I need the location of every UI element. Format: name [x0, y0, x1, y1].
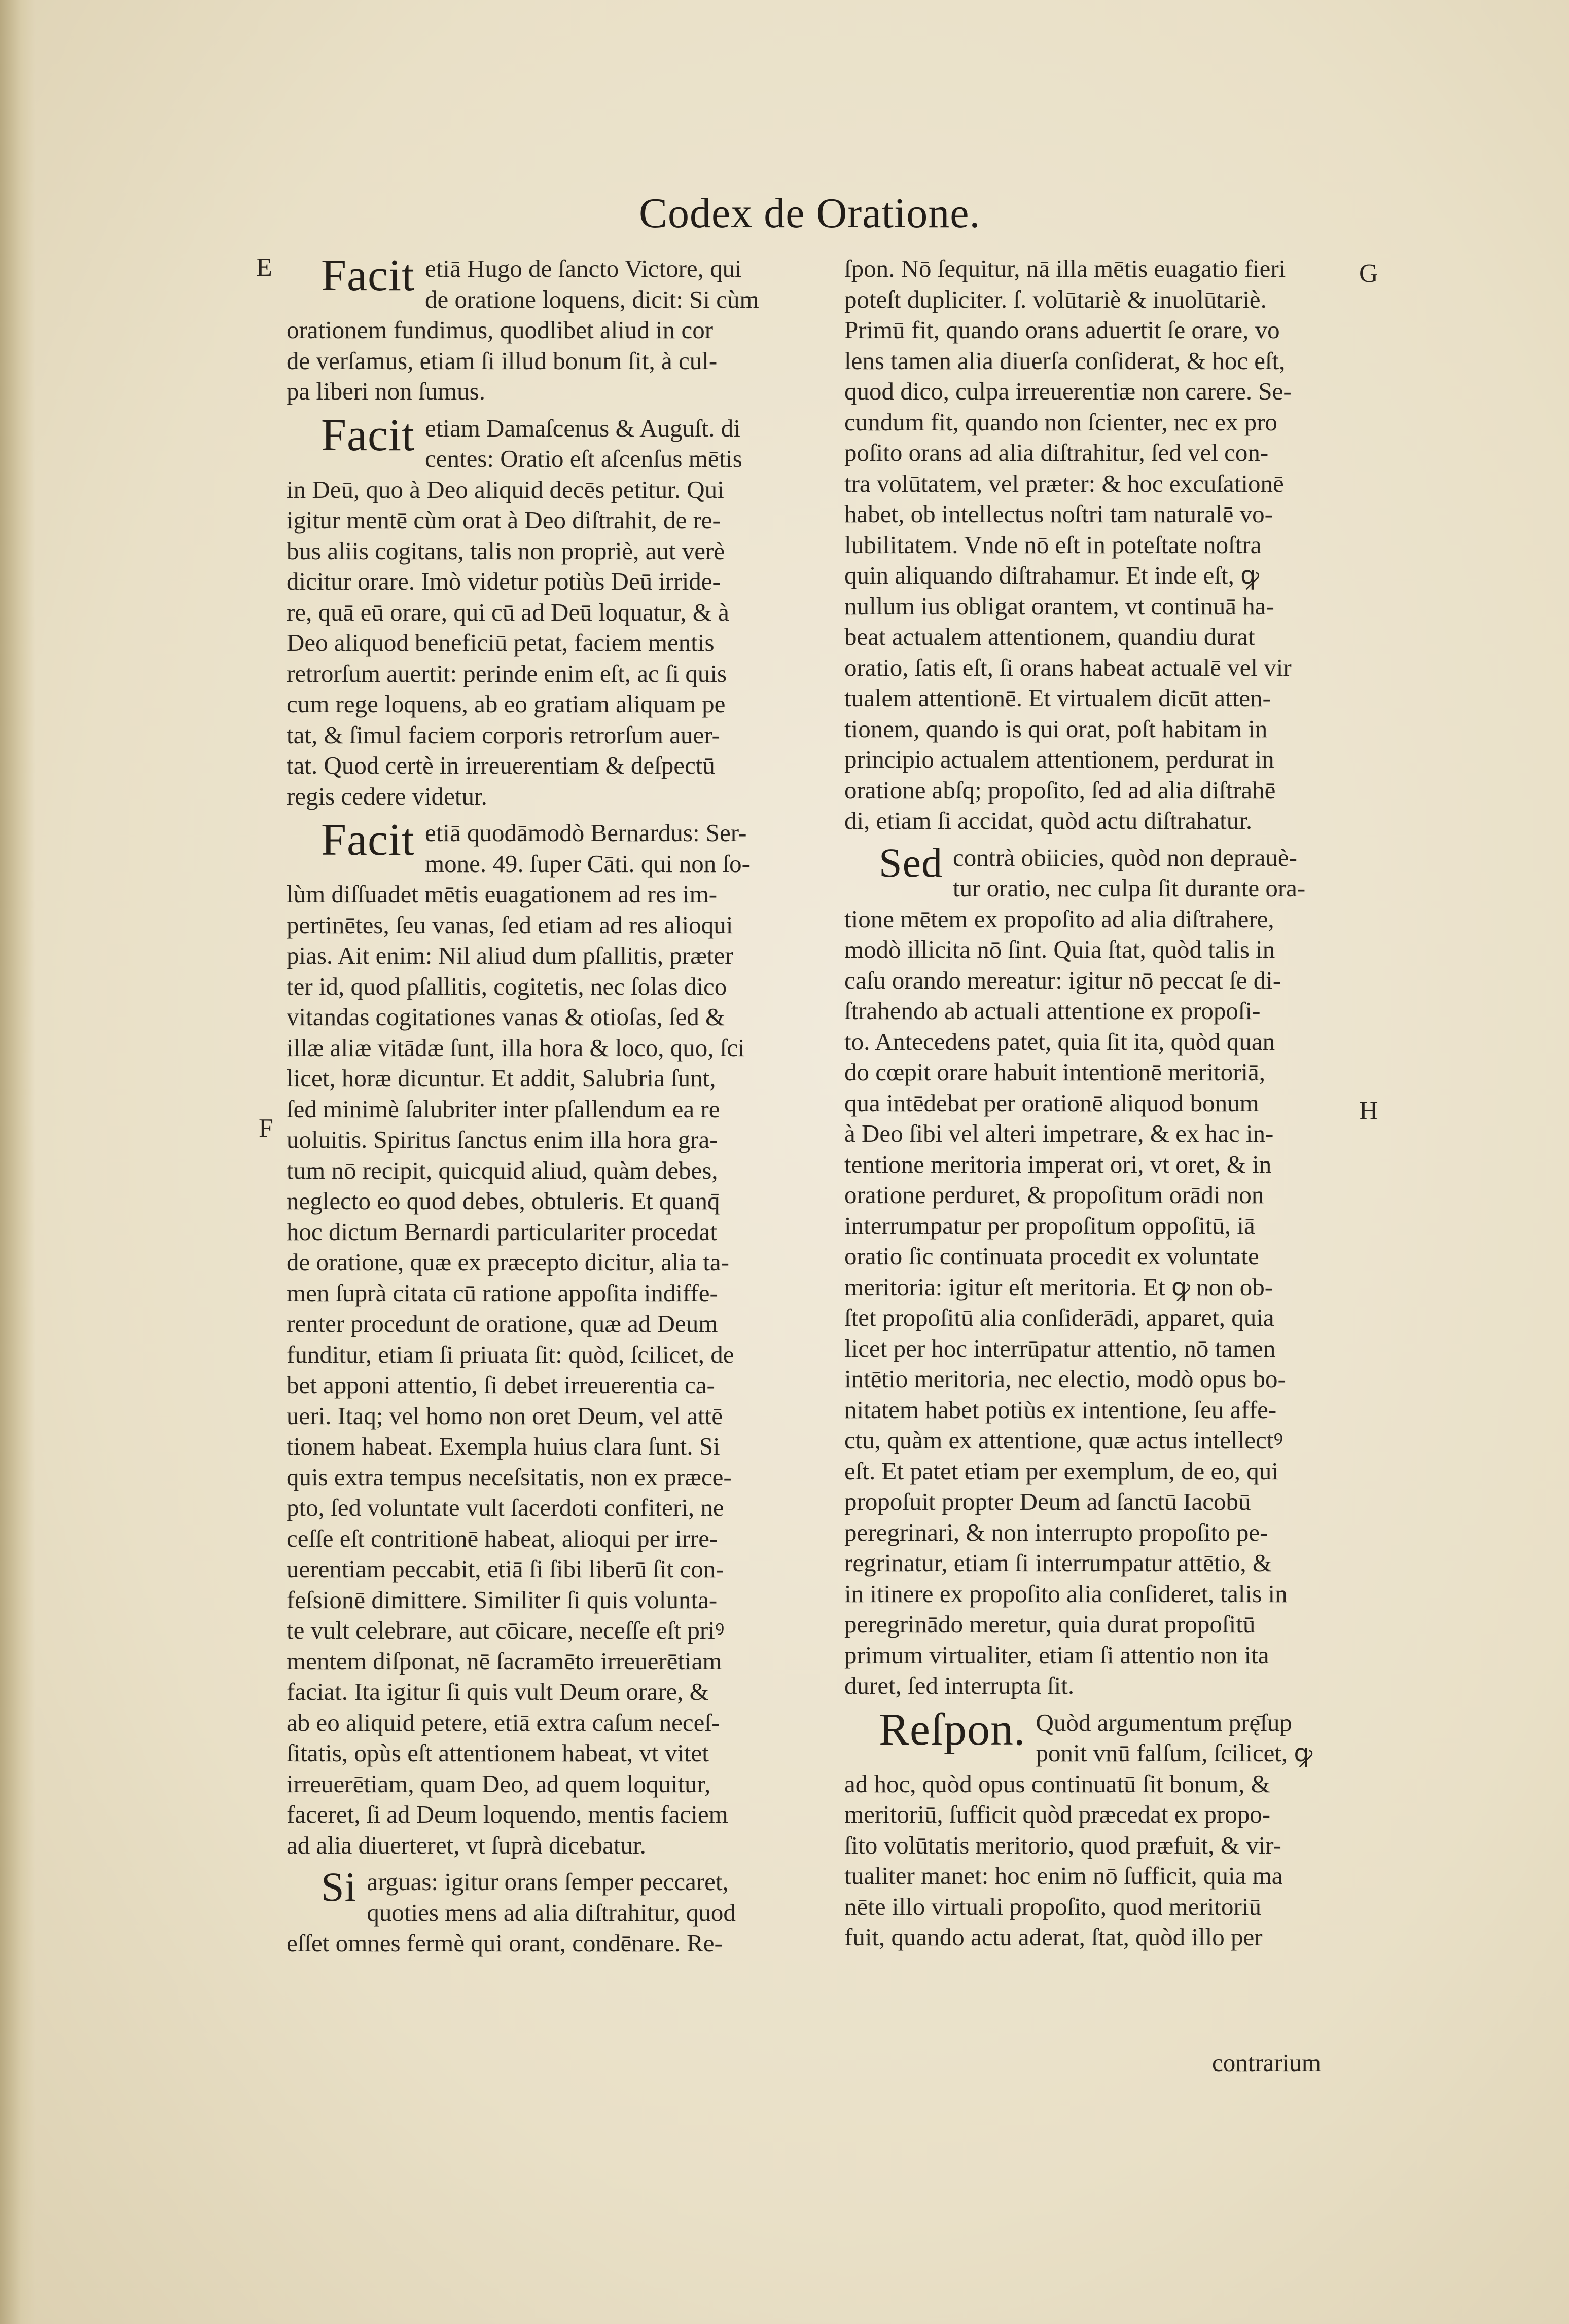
text-line: oratione perduret, & propoſitum orādi non	[844, 1181, 1264, 1209]
text-line: funditur, etiam ſi priuata ſit: quòd, ſcilicet, de	[287, 1340, 734, 1368]
text-line: illæ aliæ vitādæ ſunt, illa hora & loco, quo, ſci	[287, 1033, 745, 1062]
paragraph	[844, 253, 1397, 837]
text-line: dicitur orare. Imò videtur potiùs Deū irride-	[287, 567, 721, 595]
paragraph	[287, 815, 839, 1861]
text-line: de verſamus, etiam ſi illud bonum ſit, à cul-	[287, 346, 718, 375]
text-line: meritoriū, ſufficit quòd præcedat ex propo-	[844, 1800, 1271, 1828]
text-line: uerentiam peccabit, etiā ſi ſibi liberū ſit con-	[287, 1555, 724, 1583]
text-line: pertinētes, ſeu vanas, ſed etiam ad res alioqui	[287, 911, 733, 939]
text-line: orationem fundimus, quodlibet aliud in cor	[287, 316, 714, 344]
text-line: Quòd argumentum prę̄ſup	[1036, 1708, 1292, 1736]
text-line: uoluitis. Spiritus ſanctus enim illa hora gra-	[287, 1125, 718, 1153]
text-line: poſito orans ad alia diſtrahitur, ſed vel con-	[844, 439, 1269, 466]
text-line: ueri. Itaq; vel homo non oret Deum, vel attē	[287, 1401, 723, 1430]
text-line: etiam Damaſcenus & Auguſt. di	[424, 414, 740, 442]
text-line: tra volūtatem, vel præter: & hoc excuſationē	[844, 469, 1284, 497]
right-text-column	[844, 253, 1397, 1959]
paragraph-initial-word: Sed	[879, 839, 943, 886]
text-line: Primū fit, quando orans aduertit ſe orare, vo	[844, 316, 1280, 344]
text-line: di, etiam ſi accidat, quòd actu diſtrahatur.	[844, 807, 1253, 834]
text-line: oratio, ſatis eſt, ſi orans habeat actualē vel vir	[844, 653, 1292, 681]
text-line: pto, ſed voluntate vult ſacerdoti confiteri, ne	[287, 1494, 724, 1521]
text-line: quin aliquando diſtrahamur. Et inde eſt, ꝙ	[844, 561, 1259, 589]
text-line: ſtet propoſitū alia conſiderādi, apparet, quia	[844, 1303, 1274, 1331]
text-line: nullum ius obligat orantem, vt continuā ha-	[844, 592, 1274, 620]
section-marker-h: H	[1359, 1097, 1378, 1125]
paragraph	[844, 839, 1397, 1701]
text-line: mentem diſponat, nē ſacramēto irreuerētiam	[287, 1647, 722, 1675]
text-line: tentione meritoria imperat ori, vt oret, & in	[844, 1150, 1272, 1178]
text-line: re, quā eū orare, qui cū ad Deū loquatur, & à	[287, 598, 729, 626]
text-line: eſſet omnes fermè qui orant, condēnare. Re-	[287, 1929, 723, 1957]
text-line: feſsionē dimittere. Similiter ſi quis volunta-	[287, 1585, 718, 1614]
paragraph	[287, 250, 839, 407]
text-line: irreuerētiam, quam Deo, ad quem loquitur,	[287, 1769, 711, 1798]
text-line: tat, & ſimul faciem corporis retrorſum auer-	[287, 720, 720, 749]
text-line: beat actualem attentionem, quandiu durat	[844, 623, 1255, 650]
text-line: mone. 49. ſuper Cāti. qui non ſo-	[424, 849, 750, 878]
section-marker-f: F	[259, 1114, 273, 1143]
text-line: ab eo aliquid petere, etiā extra caſum neceſ-	[287, 1708, 720, 1736]
text-line: ſitatis, opùs eſt attentionem habeat, vt vitet	[287, 1739, 709, 1767]
text-line: principio actualem attentionem, perdurat in	[844, 745, 1274, 773]
text-line: intētio meritoria, nec electio, modò opus bo-	[844, 1365, 1286, 1393]
text-line: ad hoc, quòd opus continuatū ſit bonum, &	[844, 1769, 1270, 1798]
text-line: eſt. Et patet etiam per exemplum, de eo, qui	[844, 1457, 1278, 1485]
text-line: tualem attentionē. Et virtualem dicūt atten-	[844, 684, 1271, 712]
text-line: nēte illo virtuali propoſito, quod meritoriū	[844, 1892, 1261, 1920]
text-line: tat. Quod certè in irreuerentiam & deſpectū	[287, 751, 715, 779]
text-line: hoc dictum Bernardi particulariter procedat	[287, 1217, 717, 1246]
text-line: ſed minimè ſalubriter inter pſallendum ea re	[287, 1095, 720, 1123]
text-line: faceret, ſi ad Deum loquendo, mentis faciem	[287, 1800, 728, 1828]
text-line: de oratione loquens, dicit: Si cùm	[424, 285, 759, 313]
paragraph-initial-word: Si	[321, 1864, 357, 1910]
text-line: igitur mentē cùm orat à Deo diſtrahit, de re-	[287, 506, 721, 534]
paragraph-initial-word: Reſpon.	[879, 1704, 1026, 1755]
text-line: peregrinādo meretur, quia durat propoſitū	[844, 1610, 1256, 1638]
text-line: habet, ob intellectus noſtri tam naturalē vo-	[844, 500, 1273, 528]
paragraph	[287, 1864, 839, 1959]
text-line: contrà obiicies, quòd non deprauè-	[953, 843, 1297, 872]
text-line: quis extra tempus neceſsitatis, non ex præce-	[287, 1463, 732, 1491]
text-line: vitandas cogitationes vanas & otioſas, ſed &	[287, 1003, 725, 1031]
text-line: ter id, quod pſallitis, cogitetis, nec ſolas dico	[287, 972, 727, 1000]
text-line: Deo aliquod beneficiū petat, faciem mentis	[287, 629, 715, 657]
text-line: do cœpit orare habuit intentionē meritoriā,	[844, 1058, 1266, 1086]
page-gutter	[0, 0, 35, 2324]
text-line: cundum fit, quando non ſcienter, nec ex pro	[844, 408, 1277, 436]
text-line: ponit vnū falſum, ſcilicet, ꝙ	[1036, 1739, 1313, 1767]
text-line: etiā Hugo de ſancto Victore, qui	[424, 255, 742, 282]
paragraph-initial-word: Facit	[321, 410, 415, 460]
text-line: to. Antecedens patet, quia ſit ita, quòd quan	[844, 1027, 1275, 1056]
section-marker-g: G	[1359, 259, 1378, 288]
text-line: tur oratio, nec culpa ſit durante ora-	[953, 874, 1306, 902]
text-line: renter procedunt de oratione, quæ ad Deum	[287, 1310, 718, 1337]
text-line: bet apponi attentio, ſi debet irreuerentia ca-	[287, 1371, 715, 1399]
text-line: nitatem habet potiùs ex intentione, ſeu affe-	[844, 1395, 1277, 1424]
section-marker-e: E	[256, 253, 272, 282]
text-line: faciat. Ita igitur ſi quis vult Deum orare, &	[287, 1678, 709, 1705]
text-line: ſtrahendo ab actuali attentione ex propoſi-	[844, 997, 1261, 1025]
text-line: poteſt dupliciter. ſ. volūtariè & inuolūtariè.	[844, 285, 1267, 313]
text-line: retrorſum auertit: perinde enim eſt, ac ſi quis	[287, 659, 727, 687]
text-line: men ſuprà citata cū ratione appoſita indiffe-	[287, 1279, 718, 1307]
text-line: ceſſe eſt contritionē habeat, alioqui per irre-	[287, 1524, 718, 1552]
text-line: quoties mens ad alia diſtrahitur, quod	[367, 1898, 736, 1927]
text-line: modò illicita nō ſint. Quia ſtat, quòd talis in	[844, 935, 1275, 963]
text-line: pias. Ait enim: Nil aliud dum pſallitis, præter	[287, 941, 733, 969]
paragraph	[844, 1704, 1397, 1953]
text-line: arguas: igitur orans ſemper peccaret,	[367, 1868, 729, 1896]
text-line: interrumpatur per propoſitum oppoſitū, iā	[844, 1211, 1255, 1240]
text-line: ſpon. Nō ſequitur, nā illa mētis euagatio fieri	[844, 255, 1286, 282]
text-line: caſu orando mereatur: igitur nō peccat ſe di-	[844, 966, 1281, 994]
text-line: à Deo ſibi vel alteri impetrare, & ex hac in-	[844, 1119, 1274, 1147]
text-line: cum rege loquens, ab eo gratiam aliquam pe	[287, 690, 726, 718]
text-line: quod dico, culpa irreuerentiæ non carere. Se-	[844, 377, 1292, 405]
text-line: primum virtualiter, etiam ſi attentio non ita	[844, 1641, 1269, 1669]
text-line: regrinatur, etiam ſi interrumpatur attētio, &	[844, 1549, 1272, 1577]
text-line: te vult celebrare, aut cōicare, neceſſe eſt priꝰ	[287, 1616, 725, 1644]
text-line: duret, ſed interrupta ſit.	[844, 1672, 1075, 1699]
text-line: de oratione, quæ ex præcepto dicitur, alia ta-	[287, 1248, 729, 1276]
left-text-column	[287, 250, 839, 1965]
text-line: in Deū, quo à Deo aliquid decēs petitur. Qui	[287, 475, 724, 503]
text-line: neglecto eo quod debes, obtuleris. Et quanq̄	[287, 1187, 720, 1215]
text-line: in itinere ex propoſito alia conſideret, talis in	[844, 1579, 1288, 1608]
text-line: qua intēdebat per orationē aliquod bonum	[844, 1088, 1259, 1117]
text-line: ctu, quàm ex attentione, quæ actus intellectꝰ	[844, 1426, 1283, 1454]
text-line: tualiter manet: hoc enim nō ſufficit, quia ma	[844, 1862, 1283, 1890]
text-line: tionem, quando is qui orat, poſt habitam in	[844, 714, 1268, 743]
paragraph-initial-word: Facit	[321, 815, 415, 865]
text-line: licet, horæ dicuntur. Et addit, Salubria ſunt,	[287, 1064, 716, 1092]
text-line: tum nō recipit, quicquid aliud, quàm debes,	[287, 1156, 718, 1184]
text-line: ad alia diuerteret, vt ſuprà dicebatur.	[287, 1831, 646, 1859]
catchword: contrarium	[1212, 2049, 1321, 2077]
text-line: lens tamen alia diuerſa conſiderat, & hoc eſt,	[844, 346, 1286, 375]
text-line: meritoria: igitur eſt meritoria. Et ꝙ non ob-	[844, 1273, 1273, 1301]
text-line: licet per hoc interrūpatur attentio, nō tamen	[844, 1334, 1276, 1362]
paragraph	[287, 410, 839, 812]
text-line: oratione abſq; propoſito, ſed ad alia diſtrahē	[844, 776, 1276, 804]
text-line: lùm diſſuadet mētis euagationem ad res im-	[287, 880, 718, 908]
paragraph-initial-word: Facit	[321, 250, 415, 301]
text-line: tione mētem ex propoſito ad alia diſtrahere,	[844, 904, 1274, 933]
text-line: lubilitatem. Vnde nō eſt in poteſtate noſtra	[844, 530, 1262, 559]
text-line: peregrinari, & non interrupto propoſito pe-	[844, 1518, 1268, 1546]
text-line: bus aliis cogitans, talis non propriè, aut verè	[287, 536, 725, 565]
text-line: pa liberi non ſumus.	[287, 377, 485, 405]
text-line: tionem habeat. Exempla huius clara ſunt. Si	[287, 1432, 720, 1460]
text-line: regis cedere videtur.	[287, 782, 487, 810]
text-line: oratio ſic continuata procedit ex voluntate	[844, 1242, 1259, 1270]
text-line: ſito volūtatis meritorio, quod præfuit, & vir-	[844, 1831, 1281, 1859]
text-line: propoſuit propter Deum ad ſanctū Iacobū	[844, 1487, 1251, 1515]
text-line: centes: Oratio eſt aſcenſus mētis	[424, 445, 742, 473]
running-head: Codex de Oratione.	[639, 190, 981, 237]
text-line: etiā quodāmodò Bernardus: Ser-	[424, 819, 747, 847]
text-line: fuit, quando actu aderat, ſtat, quòd illo per	[844, 1923, 1263, 1951]
